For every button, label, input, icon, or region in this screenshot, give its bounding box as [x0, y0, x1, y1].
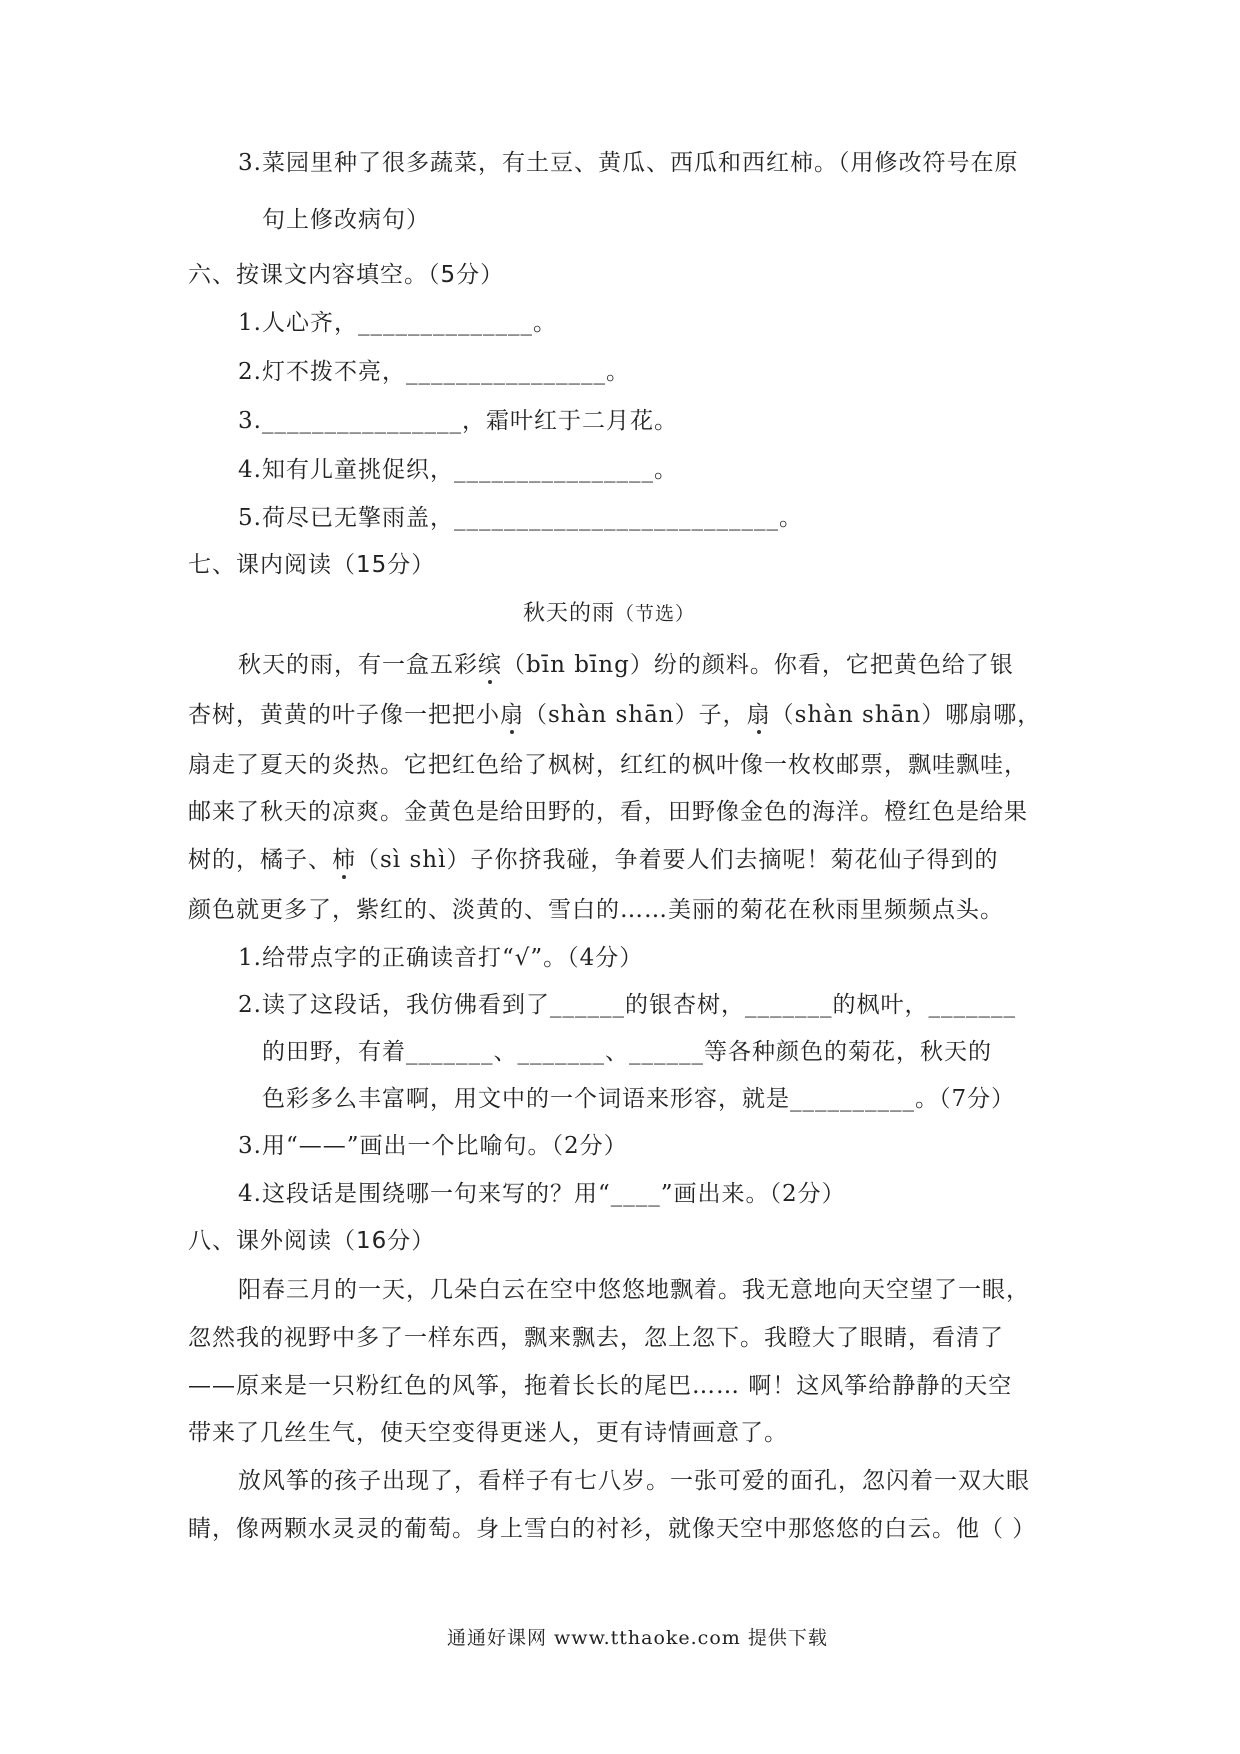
- section-8-heading: 八、课外阅读（16分）: [188, 1228, 436, 1254]
- passage-title: [523, 599, 695, 629]
- dotted-char: 柿: [332, 847, 356, 873]
- question-5-3-line2: 句上修改病句）: [262, 207, 430, 233]
- question-7-3: 3.用“——”画出一个比喻句。（2分）: [238, 1133, 628, 1159]
- question-7-2-line2: 的田野，有着_______、_______、______等各种颜色的菊花，秋天的: [262, 1039, 992, 1065]
- question-5-3-line1: 3.菜园里种了很多蔬菜，有土豆、黄瓜、西瓜和西红柿。（用修改符号在原: [238, 150, 1019, 176]
- reading-line-5: 放风筝的孩子出现了，看样子有七八岁。一张可爱的面孔，忽闪着一双大眼: [238, 1468, 1030, 1494]
- passage-title-text: 秋天的雨: [523, 601, 616, 626]
- fill-item-2: 2.灯不拨不亮，________________。: [238, 359, 630, 385]
- question-7-4: 4.这段话是围绕哪一句来写的？用“____”画出来。（2分）: [238, 1181, 846, 1207]
- passage-text: （bīn bīng）纷的颜料。你看，它把黄色给了银: [502, 652, 1014, 678]
- dotted-char: 扇: [746, 702, 771, 728]
- passage-text: （shàn shān）哪扇哪，: [770, 702, 1042, 728]
- passage-line-1: [238, 650, 1014, 680]
- section-7-heading: 七、课内阅读（15分）: [188, 552, 436, 578]
- dotted-char: 缤: [478, 652, 502, 678]
- fill-item-5: 5.荷尽已无擎雨盖，__________________________。: [238, 505, 803, 531]
- question-7-2-line1: 2.读了这段话，我仿佛看到了______的银杏树，_______的枫叶，_______: [238, 992, 1016, 1018]
- footer-text: 通通好课网 www.tthaoke.com 提供下载: [447, 1627, 828, 1649]
- passage-text: 树的，橘子、: [188, 847, 332, 873]
- reading-line-3: ——原来是一只粉红色的风筝，拖着长长的尾巴…… 啊！这风筝给静静的天空: [188, 1373, 1013, 1399]
- reading-line-4: 带来了几丝生气，使天空变得更迷人，更有诗情画意了。: [188, 1420, 788, 1446]
- fill-item-4: 4.知有儿童挑促织，________________。: [238, 457, 678, 483]
- fill-item-1: 1.人心齐，______________。: [238, 310, 557, 336]
- passage-line-6: 颜色就更多了，紫红的、淡黄的、雪白的……美丽的菊花在秋雨里频频点头。: [188, 897, 1004, 923]
- reading-line-2: 忽然我的视野中多了一样东西，飘来飘去，忽上忽下。我瞪大了眼睛，看清了: [188, 1325, 1004, 1351]
- reading-line-6: 睛，像两颗水灵灵的葡萄。身上雪白的衬衫，就像天空中那悠悠的白云。他（ ）: [188, 1516, 1037, 1542]
- reading-line-1: 阳春三月的一天，几朵白云在空中悠悠地飘着。我无意地向天空望了一眼，: [238, 1277, 1030, 1303]
- question-7-1: 1.给带点字的正确读音打“√”。（4分）: [238, 945, 644, 971]
- dotted-char: 扇: [500, 702, 524, 728]
- section-6-heading: 六、按课文内容填空。（5分）: [188, 262, 505, 288]
- passage-title-note: （节选）: [615, 603, 696, 625]
- passage-text: （shàn shān）子，: [524, 702, 747, 728]
- passage-text: 秋天的雨，有一盒五彩: [238, 652, 478, 678]
- passage-line-2: [188, 700, 1041, 730]
- passage-text: 杏树，黄黄的叶子像一把把小: [188, 702, 500, 728]
- passage-line-3: 扇走了夏天的炎热。它把红色给了枫树，红红的枫叶像一枚枚邮票，飘哇飘哇，: [188, 752, 1028, 778]
- passage-line-5: [188, 845, 998, 875]
- passage-text: （sì shì）子你挤我碰，争着要人们去摘呢！菊花仙子得到的: [356, 847, 999, 873]
- fill-item-3: 3.________________，霜叶红于二月花。: [238, 408, 678, 434]
- passage-line-4: 邮来了秋天的凉爽。金黄色是给田野的，看，田野像金色的海洋。橙红色是给果: [188, 799, 1028, 825]
- question-7-2-line3: 色彩多么丰富啊，用文中的一个词语来形容，就是__________。（7分）: [262, 1086, 1016, 1112]
